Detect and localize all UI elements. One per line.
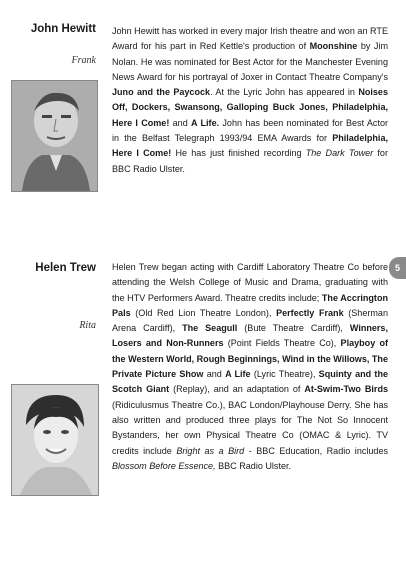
bio-text: (Point Fields Theatre Co), <box>223 338 341 349</box>
portrait-woman-icon <box>12 385 98 495</box>
media-title: Blossom Before Essence, <box>112 460 216 471</box>
actor-name: John Hewitt <box>30 23 96 35</box>
actor-bio <box>112 24 388 177</box>
production-title: Philadelphia, Here I Come! <box>112 133 388 159</box>
actor-photo <box>11 80 98 192</box>
bio-text: John Hewitt has worked in every major Irish theatre and won an RTE Award for his part in Red Kettle's production of <box>112 26 388 52</box>
production-title: Playboy of the Western World, Rough Beginnings, Wind in the Willows, The Private Picture Show <box>112 338 388 380</box>
page-number-badge: 5 <box>389 257 406 279</box>
bio-text: (Replay), and an adaptation of <box>169 384 305 395</box>
production-title: A Life <box>225 369 251 380</box>
bio-text: . At the Lyric John has appeared in <box>210 87 359 98</box>
character-role: Rita <box>79 320 96 331</box>
production-title: At-Swim-Two Birds <box>304 384 388 395</box>
bio-text: and <box>203 369 226 380</box>
bio-text: for BBC Radio Ulster. <box>112 148 388 174</box>
bio-text: BBC Radio Ulster. <box>215 460 292 471</box>
bio-text: (Ridiculusmus Theatre Co.), BAC London/Playhouse Derry. She has also written and produced three plays for The Not So Innocent Bystanders, her own Physical Theatre Co (OMAC & Lyric). TV credits include <box>112 399 388 456</box>
bio-text: (Sherman Arena Cardiff), <box>112 307 388 334</box>
bio-text: He has just finished recording <box>171 148 306 159</box>
production-title: A Life. <box>191 117 220 128</box>
bio-text: (Bute Theatre Cardiff), <box>237 323 350 334</box>
actor-photo <box>11 384 99 496</box>
production-title: Winners, Losers and Non-Runners <box>112 323 388 349</box>
media-title: Bright as a Bird <box>176 445 245 456</box>
character-role: Frank <box>71 55 96 66</box>
bio-text: and <box>169 117 192 128</box>
bio-text: Helen Trew began acting with Cardiff Laboratory Theatre Co before attending the Welsh College of Music and Drama, graduating with the HTV Performers Award. Theatre credits include; <box>112 262 388 303</box>
production-title: Noises Off, Dockers, Swansong, Galloping Buck Jones, Philadelphia, Here I Come! <box>112 87 388 128</box>
media-title: The Dark Tower <box>305 148 374 159</box>
bio-text: (Old Red Lion Theatre London), <box>130 307 277 318</box>
production-title: Juno and the Paycock <box>112 87 211 98</box>
bio-text: - BBC Education, Radio includes <box>244 445 388 456</box>
portrait-man-icon <box>12 81 97 191</box>
production-title: The Accrington Pals <box>112 292 388 318</box>
bio-text: John has been nominated for Best Actor in the Belfast Telegraph 1993/94 EMA Awards for <box>112 117 388 144</box>
production-title: The Seagull <box>182 323 238 334</box>
production-title: Squinty and the Scotch Giant <box>112 369 388 395</box>
production-title: Perfectly Frank <box>276 307 344 318</box>
actor-bio <box>112 260 388 474</box>
actor-name: Helen Trew <box>35 262 96 274</box>
production-title: Moonshine <box>309 41 358 52</box>
bio-text: by Jim Nolan. He was nominated for Best Actor for the Manchester Evening News Award for his portrayal of Joxer in Contact Theatre Company's <box>112 41 388 82</box>
bio-text: (Lyric Theatre), <box>250 369 319 380</box>
